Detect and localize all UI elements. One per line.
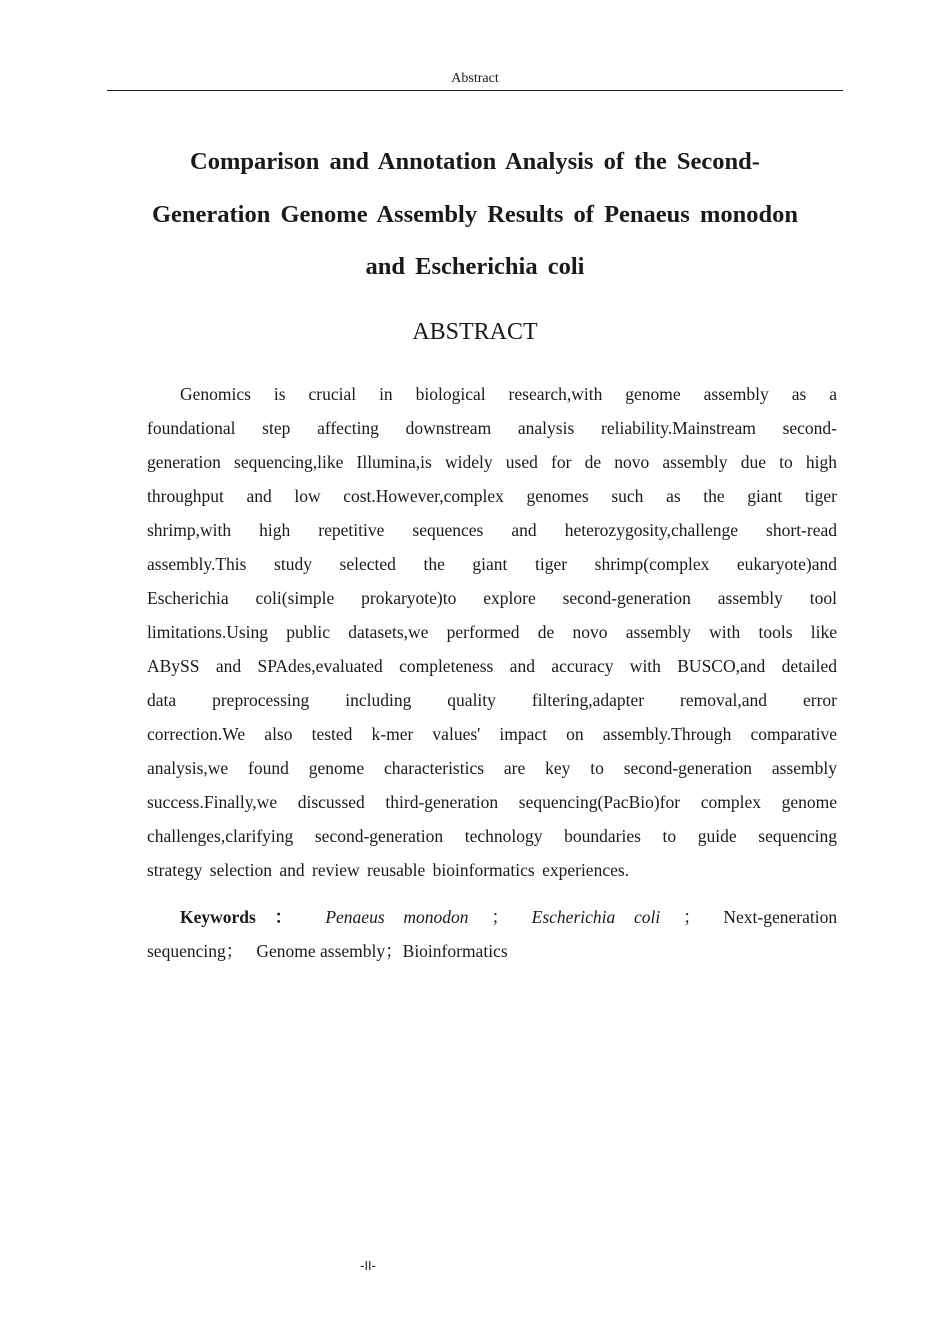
abstract-line: data preprocessing including quality filtering,adapter removal,and error xyxy=(147,690,837,710)
abstract-line: limitations.Using public datasets,we performed de novo assembly with tools like xyxy=(147,622,837,642)
title-line: Comparison and Annotation Analysis of the Second- xyxy=(190,148,760,175)
keyword-item: Penaeus monodon xyxy=(325,907,469,927)
keyword-item: Next-generation xyxy=(723,907,838,927)
keywords-line xyxy=(147,900,837,934)
keyword-item: Genome assembly；Bioinformatics xyxy=(256,941,508,961)
title-line: Generation Genome Assembly Results of Penaeus monodon xyxy=(151,200,799,228)
title-line: and Escherichia coli xyxy=(365,253,585,280)
abstract-heading: ABSTRACT xyxy=(412,319,538,345)
thesis-title xyxy=(127,136,823,294)
keywords xyxy=(147,900,837,968)
keywords-line xyxy=(147,934,837,968)
running-header xyxy=(107,70,843,91)
abstract-line: success.Finally,we discussed third-generation sequencing(PacBio)for complex genome xyxy=(147,792,837,812)
abstract-line: correction.We also tested k-mer values' impact on assembly.Through comparative xyxy=(147,724,837,744)
abstract-line: analysis,we found genome characteristics are key to second-generation assembly xyxy=(147,758,837,778)
abstract-line: foundational step affecting downstream analysis reliability.Mainstream second- xyxy=(147,418,837,438)
abstract-line: shrimp,with high repetitive sequences and heterozygosity,challenge short-read xyxy=(147,520,837,540)
keywords-label: Keywords xyxy=(180,907,256,927)
keyword-separator: ； xyxy=(491,907,509,927)
keyword-item: Escherichia coli xyxy=(531,907,661,927)
keyword-item: sequencing； xyxy=(147,941,244,961)
abstract-line: ABySS and SPAdes,evaluated completeness and accuracy with BUSCO,and detailed xyxy=(147,656,837,676)
abstract-line: strategy selection and review reusable bioinformatics experiences. xyxy=(147,860,630,880)
abstract-line: challenges,clarifying second-generation technology boundaries to guide sequencing xyxy=(147,826,837,846)
abstract-line: throughput and low cost.However,complex genomes such as the giant tiger xyxy=(147,486,837,506)
running-header-title: Abstract xyxy=(451,71,499,86)
abstract-line: Escherichia coli(simple prokaryote)to explore second-generation assembly tool xyxy=(147,588,837,608)
abstract-line: Genomics is crucial in biological research,with genome assembly as a xyxy=(180,384,837,404)
abstract-body xyxy=(147,377,837,887)
abstract-line: generation sequencing,like Illumina,is widely used for de novo assembly due to high xyxy=(147,452,837,472)
keywords-colon: ： xyxy=(274,907,307,927)
abstract-line: assembly.This study selected the giant tiger shrimp(complex eukaryote)and xyxy=(147,554,837,574)
keyword-separator: ； xyxy=(683,907,701,927)
page-number: -II- xyxy=(360,1259,376,1273)
